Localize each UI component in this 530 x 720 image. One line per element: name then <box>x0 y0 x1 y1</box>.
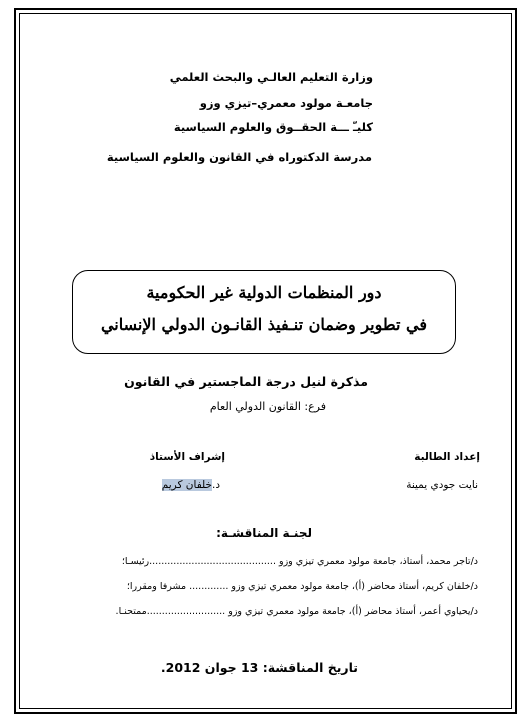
supervisor-prefix: د. <box>211 479 220 491</box>
title-box <box>72 270 456 354</box>
university-line: جامعـة مولود معمري–تيزي وزو <box>199 96 373 110</box>
committee-heading: لجنـة المناقشـة: <box>216 526 312 540</box>
student-label: إعداد الطالبة <box>414 451 480 463</box>
committee-member: د/تاجر محمد، أستاذ، جامعة مولود معمري تيزي وزو ..........................................رئيسـا؛ <box>121 556 478 567</box>
thesis-title-line-1: دور المنظمات الدولية غير الحكومية <box>146 283 382 302</box>
ministry-line: وزارة التعليم العالـي والبحث العلمي <box>169 70 373 84</box>
committee-member: د/خلفان كريم، أستاذ محاضر (أ)، جامعة مولود معمري تيزي وزو ............. مشرفا ومقررا؛ <box>126 581 478 592</box>
supervisor-name-row <box>162 479 220 491</box>
supervisor-label: إشراف الأستاذ <box>149 451 225 463</box>
page-border-inner <box>19 13 512 709</box>
thesis-title-line-2: في تطوير وضمان تنـفيذ القانـون الدولي الإنساني <box>100 315 428 334</box>
doctoral-school-line: مدرسة الدكتوراه في القانون والعلوم السياسية <box>106 150 372 164</box>
defense-date: تاريخ المناقشة: 13 جوان 2012. <box>160 660 358 675</box>
student-name: نايت جودي يمينة <box>406 479 478 491</box>
degree-line: مذكرة لنيل درجة الماجستير في القانون <box>124 374 368 389</box>
supervisor-name: خلفان كريم <box>161 479 212 491</box>
committee-member: د/يحياوي أعمر، أستاذ محاضر (أ)، جامعة مولود معمري تيزي وزو ..........................ممتحنـا. <box>115 606 478 617</box>
branch-line: فرع: القانون الدولي العام <box>209 400 326 413</box>
faculty-line: كليـّ ـــة الحقــوق والعلوم السياسية <box>173 120 373 134</box>
